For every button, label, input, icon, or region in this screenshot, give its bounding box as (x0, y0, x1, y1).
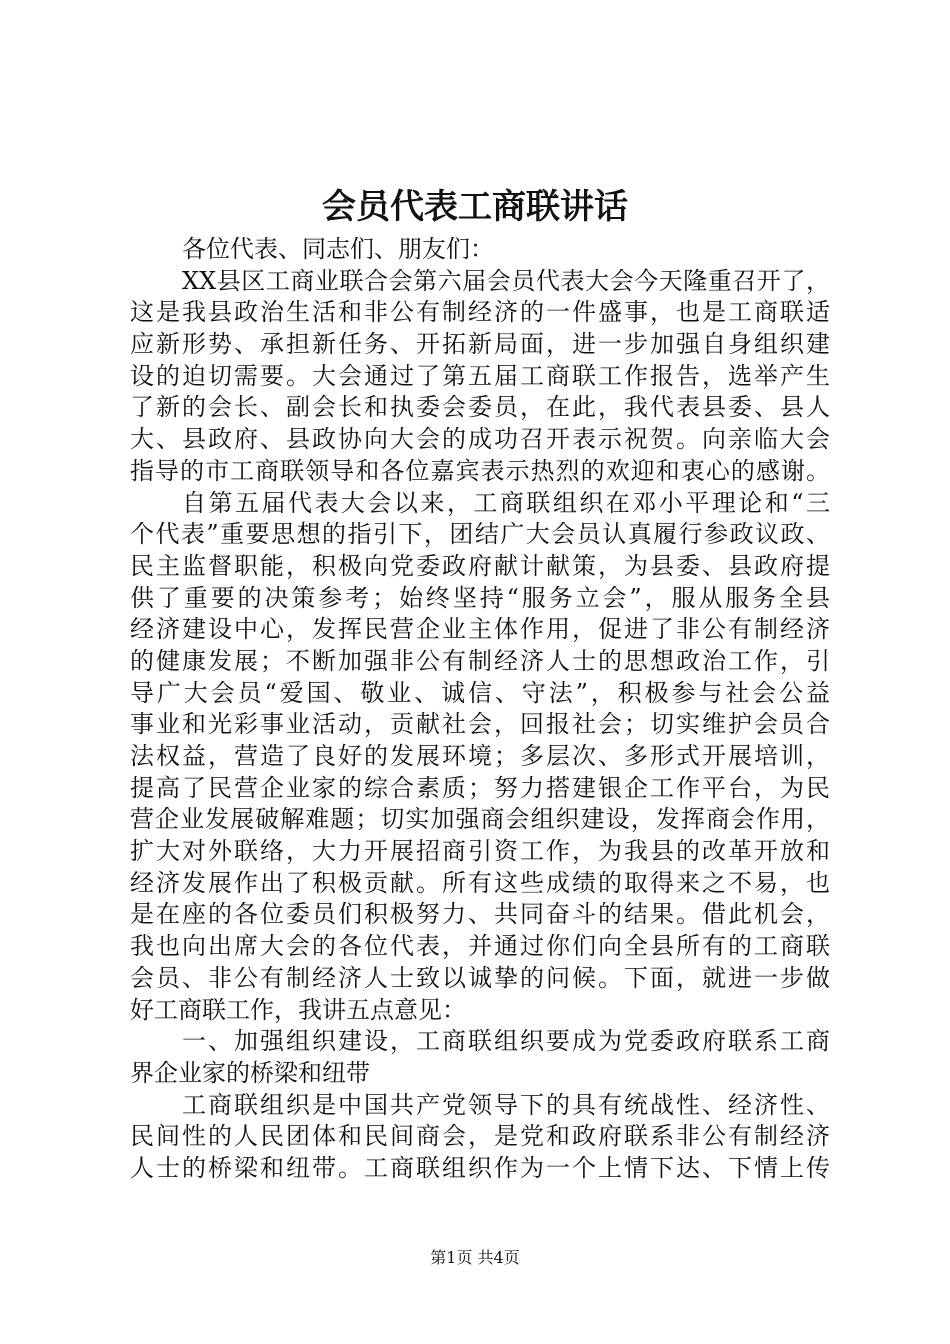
page-indicator: 第1页 共4页 (430, 1248, 520, 1267)
text-line: 这是我县政治生活和非公有制经济的一件盛事，也是工商联适 (130, 298, 830, 327)
text-line: 导广大会员“爱国、敬业、诚信、守法”，积极参与社会公益 (130, 678, 830, 707)
text-line: 工商联组织是中国共产党领导下的具有统战性、经济性、 (182, 1090, 830, 1119)
text-line: 供了重要的决策参考；始终坚持“服务立会”，服从服务全县 (130, 583, 830, 612)
text-line: 经济建设中心，发挥民营企业主体作用，促进了非公有制经济 (130, 615, 830, 644)
text-line: 了新的会长、副会长和执委会委员，在此，我代表县委、县人 (130, 393, 830, 422)
text-line: 指导的市工商联领导和各位嘉宾表示热烈的欢迎和衷心的感谢。 (130, 456, 830, 485)
text-line: 应新形势、承担新任务、开拓新局面，进一步加强自身组织建 (130, 330, 830, 359)
page-title: 会员代表工商联讲话 (322, 187, 628, 227)
text-line: 人士的桥梁和纽带。工商联组织作为一个上情下达、下情上传 (130, 1153, 830, 1182)
text-line: 我也向出席大会的各位代表，并通过你们向全县所有的工商联 (130, 932, 830, 961)
text-line: 是在座的各位委员们积极努力、共同奋斗的结果。借此机会， (130, 900, 830, 929)
text-line: 一、加强组织建设，工商联组织要成为党委政府联系工商 (182, 1027, 830, 1056)
text-line: 民间性的人民团体和民间商会，是党和政府联系非公有制经济 (130, 1122, 830, 1151)
text-line: 自第五届代表大会以来，工商联组织在邓小平理论和“三 (182, 488, 830, 517)
text-line: XX县区工商业联合会第六届会员代表大会今天隆重召开了， (182, 266, 830, 295)
text-line: 法权益，营造了良好的发展环境；多层次、多形式开展培训， (130, 742, 830, 770)
text-line: 大、县政府、县政协向大会的成功召开表示祝贺。向亲临大会 (130, 425, 830, 454)
text-line: 个代表”重要思想的指引下，团结广大会员认真履行参政议政、 (130, 520, 830, 549)
text-line: 事业和光彩事业活动，贡献社会，回报社会；切实维护会员合 (130, 710, 830, 739)
text-line: 好工商联工作，我讲五点意见： (130, 995, 466, 1024)
text-line: 界企业家的桥梁和纽带 (130, 1058, 370, 1087)
text-line: 的健康发展；不断加强非公有制经济人士的思想政治工作，引 (130, 646, 830, 675)
text-line: 会员、非公有制经济人士致以诚挚的问候。下面，就进一步做 (130, 963, 830, 992)
text-line: 营企业发展破解难题；切实加强商会组织建设，发挥商会作用， (130, 805, 830, 834)
text-line: 经济发展作出了积极贡献。所有这些成绩的取得来之不易，也 (130, 868, 830, 897)
text-line: 各位代表、同志们、朋友们： (182, 235, 494, 263)
text-line: 设的迫切需要。大会通过了第五届工商联工作报告，选举产生 (130, 361, 830, 390)
text-line: 民主监督职能，积极向党委政府献计献策，为县委、县政府提 (130, 551, 830, 580)
text-line: 扩大对外联络，大力开展招商引资工作，为我县的改革开放和 (130, 837, 830, 866)
text-line: 提高了民营企业家的综合素质；努力搭建银企工作平台，为民 (130, 773, 830, 802)
document-body (130, 234, 830, 1185)
